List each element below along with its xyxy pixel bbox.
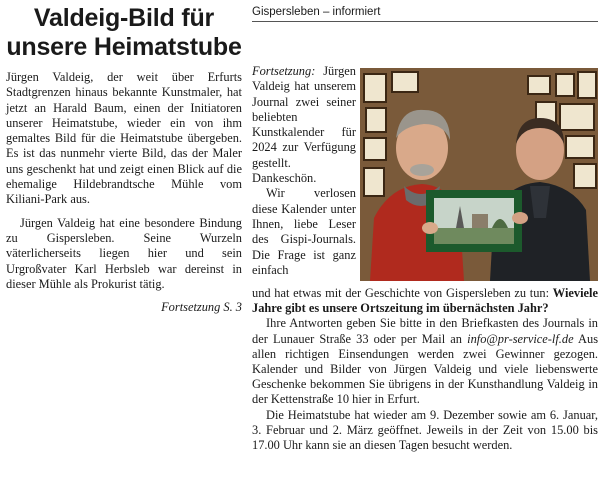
sidebar-narrow-column [252, 64, 356, 278]
article-column [6, 0, 242, 315]
article-headline: Valdeig-Bild für unsere Heimatstube [6, 4, 242, 61]
sidebar-paragraph-1 [252, 64, 356, 186]
sidebar-paragraph-2: Wir verlosen diese Kalender unter Ihnen, liebe Leser des Gispi-Journals. Die Frage ist ganz einfach [252, 186, 356, 277]
winner-info: Aus allen richtigen Einsendungen werden zwei Gewinner gezogen. Kalender und Bilder von Jürgen Valdeig und viele liebenswerte Geschenke bekommen Sie übrigens in der Kunsthandlung Valdeig in der Kettenstraße 10 hier in Erfurt. [252, 331, 599, 407]
sidebar-paragraph-3 [252, 316, 598, 407]
sidebar-full-width-text [252, 286, 598, 453]
photo-illustration [360, 68, 598, 281]
article-paragraph-1: Jürgen Valdeig, der weit über Erfurts Stadtgrenzen hinaus bekannte Kunstmaler, hat jetzt an Harald Baum, einen der Initiatoren unserer Heimatstube, wieder ein von ihm gemaltes Bild für die Heimatstube übergeben. Es ist das nunmehr vierte Bild, das der Maler uns geschenkt hat und zeigt einen Blick auf die ehemalige Hildebrandtsche Mühle vom Kiliani-Park aus. [6, 70, 242, 207]
sidebar-paragraph-1-text: Jürgen Valdeig hat unserem Journal zwei seiner beliebten Kunstkalender für 2024 zur Verfügung gestellt. Dankeschön. [252, 64, 356, 186]
informiert-section [252, 0, 599, 453]
continuation-label: Fortsetzung: [252, 64, 316, 78]
article-paragraph-2: Jürgen Valdeig hat eine besondere Bindung zu Gispersleben. Seine Wurzeln väterlicherseits liegen hier und sein Urgroßvater Karl Herbsleb war dereinst in dieser Mühle als Prokurist tätig. [6, 215, 242, 291]
photo-valdeig-baum [360, 68, 598, 281]
section-label: Gispersleben – informiert [252, 6, 598, 22]
contest-question: Wieviele Jahre gibt es unsere Ortszeitung im übernächsten Jahr? [252, 286, 598, 316]
sidebar-paragraph-4: Die Heimatstube hat wieder am 9. Dezember sowie am 6. Januar, 3. Februar und 2. März geöffnet. Jeweils in der Zeit von 15.00 bis 17.00 Uhr kann sie an diesen Tagen besucht werden. [252, 407, 598, 453]
question-lead: und hat etwas mit der Geschichte von Gispersleben zu tun: [252, 286, 550, 300]
sidebar-paragraph-2-cont [252, 286, 598, 316]
contact-email-link[interactable]: info@pr-service-lf.de [467, 331, 574, 346]
continuation-note: Fortsetzung S. 3 [161, 300, 242, 315]
answer-instructions: Ihre Antworten geben Sie bitte in den Briefkasten des Journals in der Lunauer Straße 33 oder per Mail an [252, 316, 598, 346]
